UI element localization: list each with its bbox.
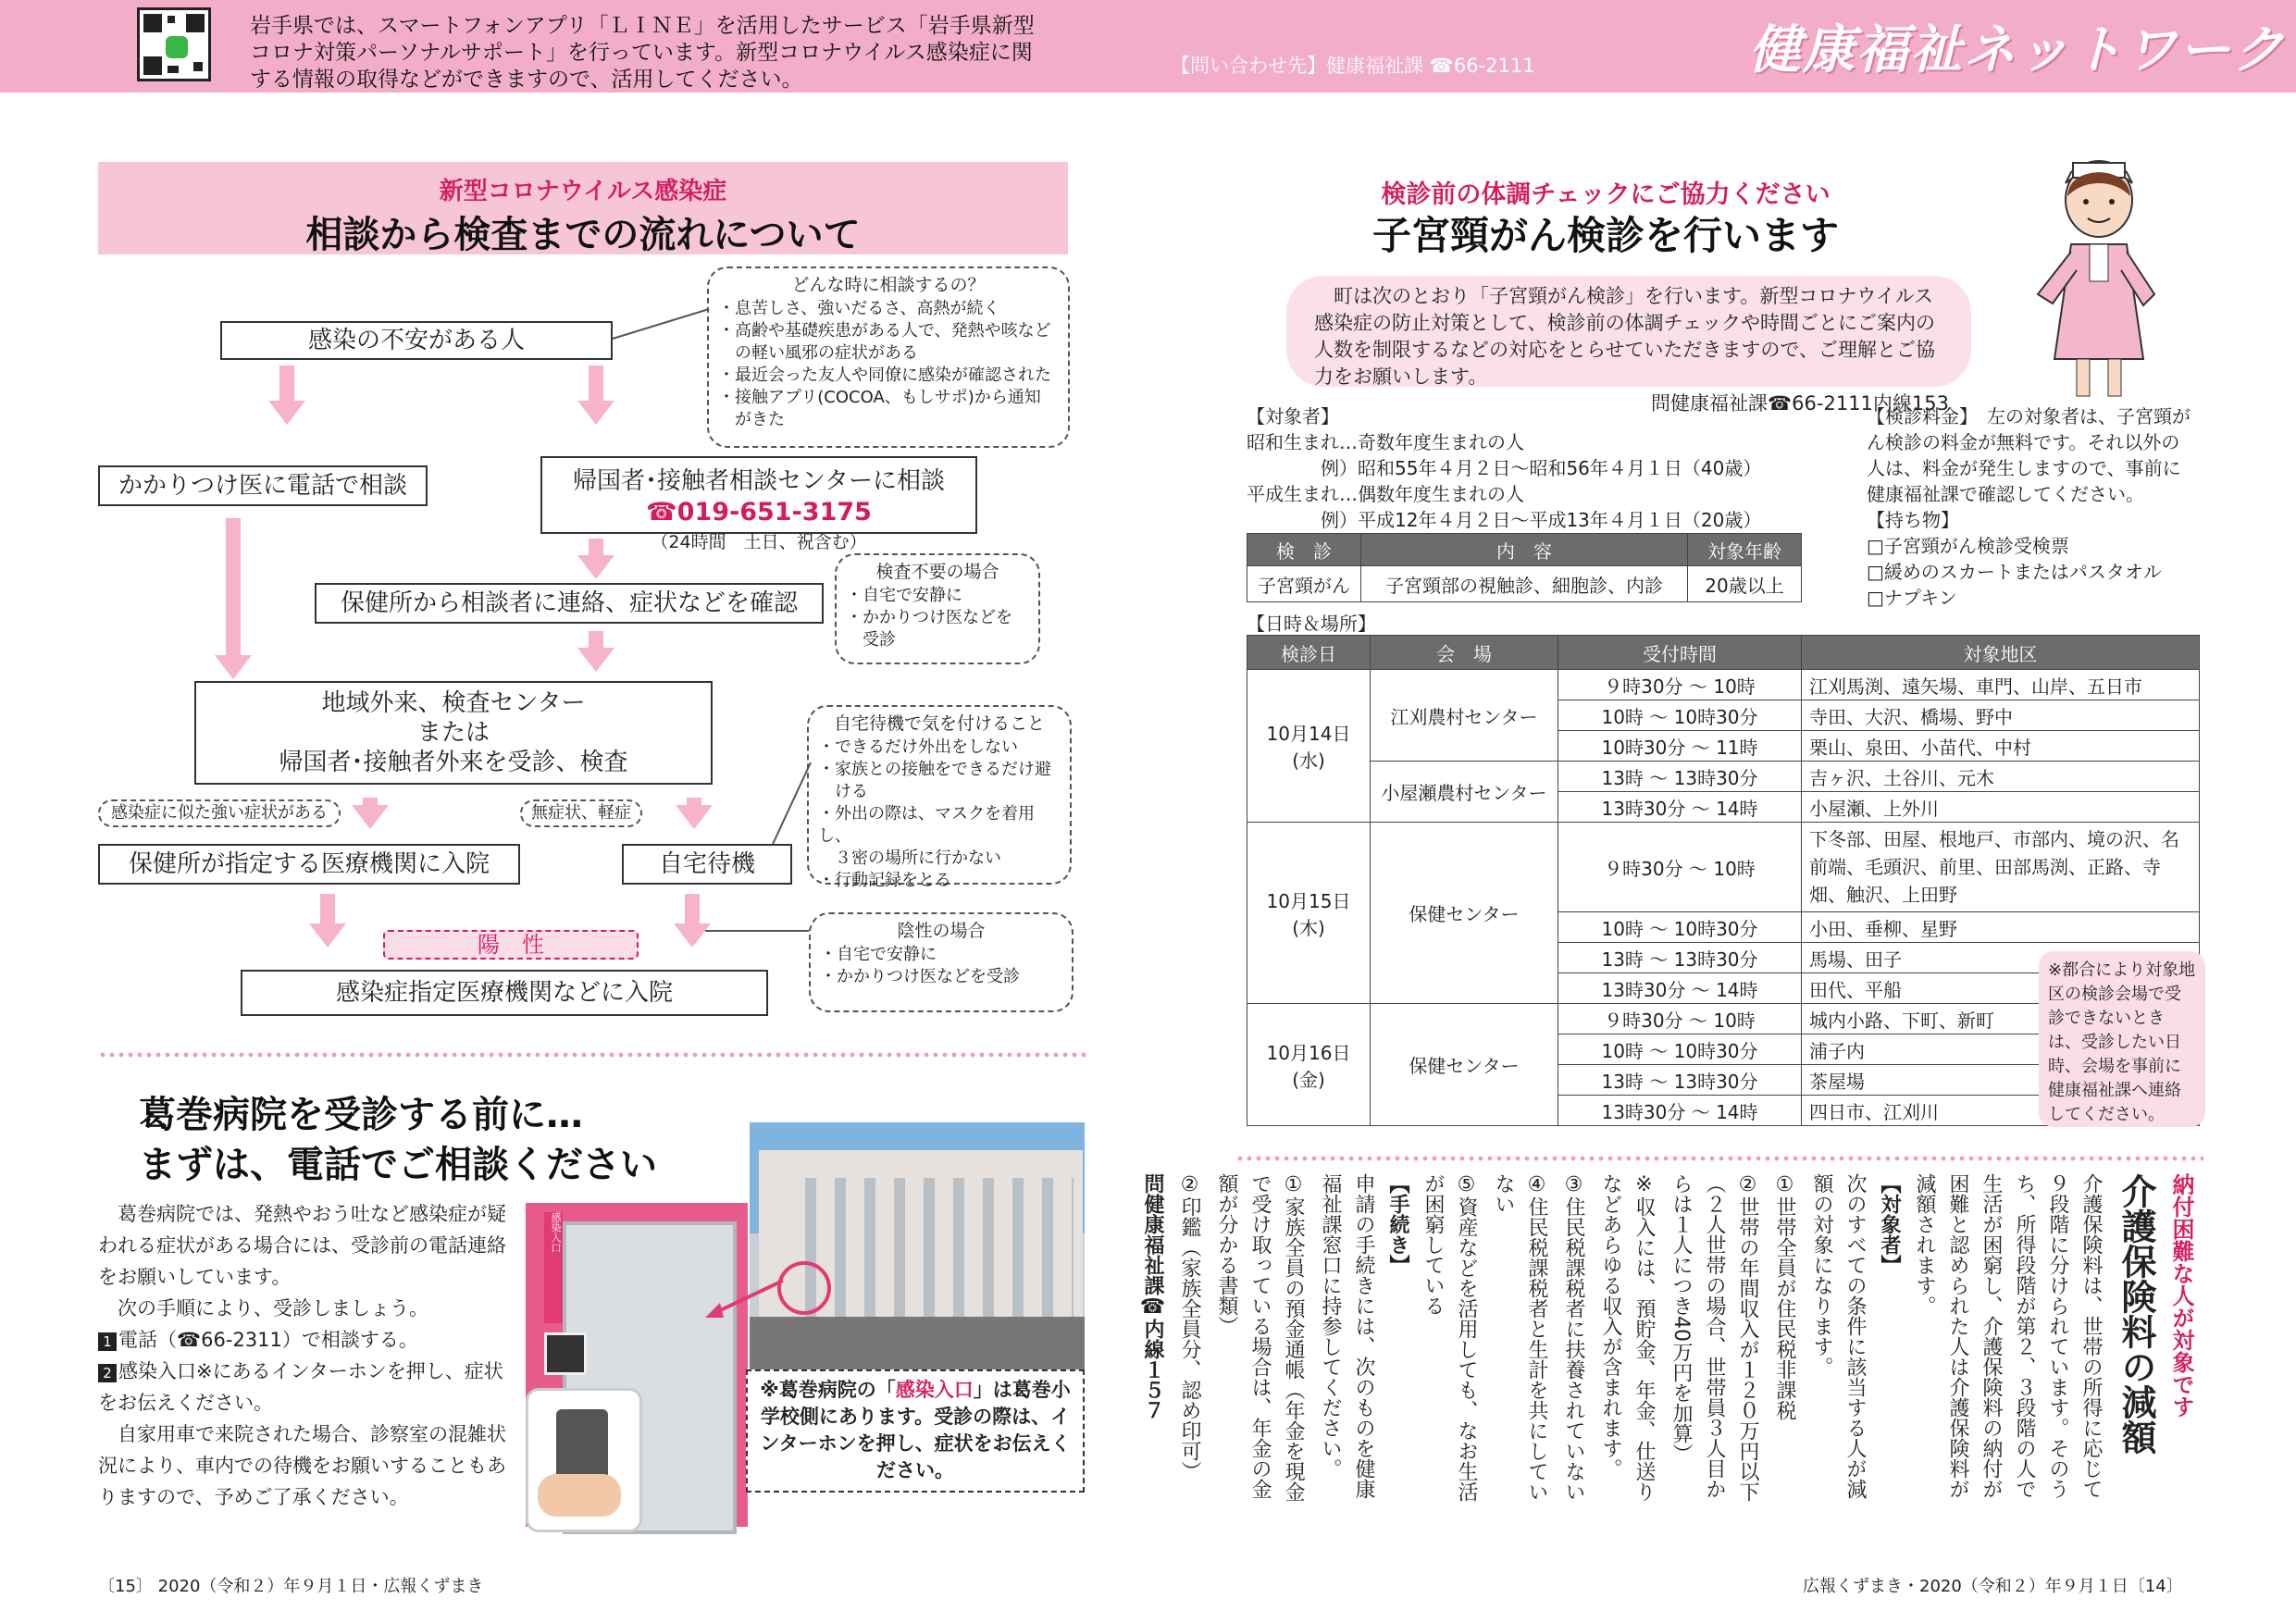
- when-item: の軽い風邪の症状がある: [718, 343, 918, 363]
- section-divider: [98, 1051, 1086, 1059]
- fee-line: 【検診料金】 左の対象者は、子宮頸が: [1867, 405, 2191, 427]
- fee-line: ん検診の料金が無料です。それ以外の: [1867, 431, 2180, 453]
- outpatient-line: または: [416, 719, 490, 747]
- care-target-intro: 次のすべての条件に該当する人が減額の対象になります。: [1810, 1173, 1867, 1499]
- target-line: 【対象者】: [1247, 405, 1339, 427]
- home-care-box: [807, 705, 1072, 890]
- when-to-consult-box: [707, 266, 1070, 448]
- target-block: [1247, 403, 1839, 533]
- covid-title: 相談から検査までの流れについて: [305, 214, 861, 256]
- care-doc: ②印鑑（家族全員分、認め印可）: [1178, 1173, 1201, 1481]
- schedule-date: 10月16日 (金): [1247, 1004, 1371, 1126]
- line-service-notice: 岩手県では、スマートフォンアプリ「ＬＩＮＥ」を活用したサービス「岩手県新型コロナ対策パーソナルサポート」を行っています。新型コロナウイルス感染症に関する情報の取得などができますので、活用してください。: [250, 14, 1035, 92]
- schedule-area: 小田、垂柳、星野: [1802, 912, 2200, 943]
- negative-title: 陰性の場合: [897, 921, 986, 941]
- entrance-sign: 感染入口: [544, 1212, 563, 1323]
- exam-cell: 子宮頸部の視触診、細胞診、内診: [1361, 566, 1688, 602]
- schedule-time: 10時30分 ～ 11時: [1558, 731, 1802, 762]
- hospital-step: 電話（☎66-2311）で相談する。: [118, 1329, 418, 1351]
- home-care-item: ・家族との接触をできるだけ避: [818, 760, 1051, 779]
- care-title: 介護保険料の減額: [2116, 1173, 2156, 1455]
- flow-admit-final: 感染症指定医療機関などに入院: [241, 970, 768, 1016]
- center-phone[interactable]: ☎019-651-3175: [646, 498, 872, 527]
- schedule-time: ９時30分 ～ 10時: [1558, 1004, 1802, 1035]
- schedule-header: 受付時間: [1558, 636, 1802, 670]
- schedule-time: 10時 ～ 10時30分: [1558, 1035, 1802, 1065]
- hospital-title-line: 葛巻病院を受診する前に…: [139, 1094, 583, 1136]
- care-kicker: 納付困難な人が対象です: [2168, 1173, 2194, 1418]
- note-text: ※葛巻病院の「: [760, 1379, 896, 1401]
- schedule-time: 10時 ～ 10時30分: [1558, 700, 1802, 731]
- fee-line: 【持ち物】: [1867, 509, 1959, 531]
- home-care-item: ける: [818, 782, 868, 801]
- flow-consult-center: [540, 456, 977, 552]
- center-label: 帰国者･接触者相談センターに相談: [573, 467, 945, 495]
- when-item: ・最近会った友人や同僚に感染が確認された: [718, 365, 1051, 385]
- footer-right: 広報くずまき・2020（令和２）年９月１日〔14〕: [1803, 1577, 2183, 1596]
- schedule-area: 栗山、泉田、小苗代、中村: [1802, 731, 2200, 762]
- care-condition: ③住民税課税者に扶養されていない: [1562, 1173, 1585, 1502]
- fee-line: □子宮頸がん検診受検票: [1867, 535, 2069, 557]
- series-title: 健康福祉ネットワーク: [1749, 20, 2286, 81]
- hospital-paragraph: 葛巻病院では、発熱やおう吐など感染症が疑われる症状がある場合には、受診前の電話連絡をお願いしています。: [98, 1203, 506, 1288]
- schedule-area: 城内小路、下町、新町: [1802, 1004, 2200, 1035]
- schedule-time: ９時30分 ～ 10時: [1558, 670, 1802, 700]
- home-care-item: ３密の場所に行かない: [818, 849, 1001, 868]
- flow-family-doctor: かかりつけ医に電話で相談: [98, 465, 428, 506]
- hospital-body: [98, 1198, 515, 1513]
- header-contact: 【問い合わせ先】健康福祉課 ☎66-2111: [1171, 55, 1535, 77]
- cervical-intro: [1286, 276, 1971, 415]
- qr-code-icon[interactable]: [137, 7, 211, 81]
- home-care-item: ・外出の際は、マスクを着用し、: [818, 804, 1035, 846]
- mild-symptom-tag: 無症状、軽症: [520, 799, 642, 827]
- schedule-venue: 江刈農村センター: [1371, 670, 1558, 762]
- care-proc-intro: 申請の手続きには、次のものを健康福祉課窓口に持参してください。: [1319, 1173, 1375, 1499]
- hospital-step: 感染入口※にあるインターホンを押し、症状をお伝えください。: [98, 1360, 503, 1414]
- center-hours: （24時間 土日、祝含む）: [651, 532, 867, 552]
- schedule-area: 馬場、田子: [1802, 943, 2200, 973]
- schedule-area: 田代、平船: [1802, 973, 2200, 1004]
- line-logo-icon: [166, 36, 188, 58]
- fee-line: 人は、料金が発生しますので、事前に: [1867, 457, 2181, 479]
- flow-admit-designated: 保健所が指定する医療機関に入院: [98, 844, 520, 885]
- no-test-item: ・自宅で安静に: [846, 586, 962, 605]
- covid-kicker: 新型コロナウイルス感染症: [439, 178, 727, 205]
- schedule-time: ９時30分 ～ 10時: [1558, 823, 1802, 912]
- fee-line: 健康福祉課で確認してください。: [1867, 483, 2144, 505]
- cervical-kicker: 検診前の体調チェックにご協力ください: [1381, 180, 1831, 209]
- schedule-area: 四日市、江刈川: [1802, 1096, 2200, 1126]
- hospital-paragraph: 自家用車で来院された場合、診察室の混雑状況により、車内での待機をお願いすることもありますので、予めご了承ください。: [98, 1423, 506, 1508]
- intro-contact: 問健康福祉課☎66-2111内線153: [1651, 392, 1949, 415]
- connector-line: [703, 925, 814, 936]
- care-section: [1141, 1173, 2198, 1516]
- pointer-arrow: [703, 1277, 787, 1323]
- nurse-illustration: [2025, 155, 2173, 405]
- exam-header: 対象年齢: [1688, 534, 1802, 566]
- schedule-area: 浦子内: [1802, 1035, 2200, 1065]
- target-line: 例）昭和55年４月２日～昭和56年４月１日（40歳）: [1247, 457, 1762, 479]
- schedule-time: 13時 ～ 13時30分: [1558, 943, 1802, 973]
- connector-line: [611, 305, 713, 342]
- schedule-venue: 保健センター: [1371, 1004, 1558, 1126]
- when-item: がきた: [718, 410, 785, 429]
- no-test-title: 検査不要の場合: [875, 562, 999, 582]
- fee-block: [1867, 403, 2191, 611]
- flow-health-center: 保健所から相談者に連絡、症状などを確認: [315, 583, 824, 624]
- schedule-time: 13時30分 ～ 14時: [1558, 1096, 1802, 1126]
- care-condition: ※収入には、預貯金、年金、仕送りなどあらゆる収入が含まれます。: [1599, 1173, 1656, 1502]
- hospital-building-photo: [750, 1122, 1085, 1400]
- exam-table: [1247, 533, 1802, 602]
- care-proc-head: 【手続き】: [1386, 1173, 1409, 1275]
- note-highlight: 感染入口: [895, 1379, 974, 1401]
- note-text: 」は葛巻小学校側にあります。受診の際は、インターホンを押し、症状をお伝えください。: [760, 1379, 1071, 1481]
- negative-item: ・自宅で安静に: [820, 945, 937, 964]
- schedule-time: 13時 ～ 13時30分: [1558, 762, 1802, 792]
- schedule-area: 吉ヶ沢、土谷川、元木: [1802, 762, 2200, 792]
- when-item: ・息苦しさ、強いだるさ、高熱が続く: [718, 299, 1000, 318]
- home-care-title: 自宅待機で気を付けること: [833, 713, 1045, 734]
- care-contact: 問健康福祉課☎内線１５７: [1141, 1173, 1164, 1420]
- fee-line: □ナプキン: [1867, 587, 1957, 609]
- schedule-time: 13時30分 ～ 14時: [1558, 973, 1802, 1004]
- schedule-time: 13時 ～ 13時30分: [1558, 1065, 1802, 1096]
- no-test-box: [835, 553, 1040, 664]
- flow-home-wait: 自宅待機: [622, 844, 792, 885]
- target-line: 例）平成12年４月２日～平成13年４月１日（20歳）: [1247, 509, 1762, 531]
- no-test-item: ・かかりつけ医などを: [846, 608, 1012, 627]
- no-test-item: 受診: [846, 630, 896, 650]
- step-number: 1: [98, 1332, 117, 1351]
- schedule-side-note: ※都合により対象地区の検診会場で受診できないときは、受診したい日時、会場を事前に健康福祉課へ連絡してください。: [2039, 951, 2205, 1127]
- target-line: 昭和生まれ…奇数年度生まれの人: [1247, 431, 1524, 453]
- schedule-area: 小屋瀬、上外川: [1802, 792, 2200, 823]
- footer-left: 〔15〕 2020（令和２）年９月１日・広報くずまき: [98, 1577, 484, 1596]
- schedule-venue: 保健センター: [1371, 823, 1558, 1004]
- outpatient-line: 帰国者･接触者外来を受診、検査: [279, 749, 628, 776]
- home-care-item: ・できるだけ外出をしない: [818, 737, 1018, 757]
- care-target-head: 【対象者】: [1878, 1173, 1901, 1275]
- severe-symptom-tag: 感染症に似た強い症状がある: [98, 799, 341, 827]
- schedule-area: 江刈馬渕、遠矢場、車門、山岸、五日市: [1802, 670, 2200, 700]
- negative-box: [809, 912, 1074, 1012]
- intercom-closeup: [526, 1388, 642, 1532]
- care-condition: ②世帯の年間収入が１２０万円以下（２人世帯の場合、世帯員３人目からは１人につき40万円を加算）: [1669, 1173, 1759, 1502]
- exam-cell: 20歳以上: [1688, 566, 1802, 602]
- schedule-date: 10月14日 (水): [1247, 670, 1371, 823]
- schedule-venue: 小屋瀬農村センター: [1371, 762, 1558, 823]
- exam-header: 内 容: [1361, 534, 1688, 566]
- intro-text: 町は次のとおり「子宮頸がん検診」を行います。新型コロナウイルス感染症の防止対策として、検診前の体調チェックや時間ごとにご案内の人数を制限するなどの対応をとらせていただきますので、ご理解とご協力をお願いします。: [1314, 285, 1935, 388]
- hospital-title: [139, 1090, 657, 1190]
- care-body: 介護保険料は、世帯の所得に応じて９段階に分けられています。そのうち、所得段階が第２、３段階の人で生活が困窮し、介護保険料の納付が困難と認められた人は介護保険料が減額されます。: [1913, 1173, 2103, 1499]
- schedule-area: 茶屋場: [1802, 1065, 2200, 1096]
- schedule-time: 13時30分 ～ 14時: [1558, 792, 1802, 823]
- care-doc: ①家族全員の預金通帳（年金を現金で受け取っている場合は、年金の金額が分かる書類）: [1215, 1173, 1305, 1502]
- schedule-time: 10時 ～ 10時30分: [1558, 912, 1802, 943]
- outpatient-line: 地域外来、検査センター: [321, 689, 586, 717]
- schedule-date: 10月15日 (木): [1247, 823, 1371, 1004]
- schedule-label: 【日時＆場所】: [1247, 613, 1376, 635]
- hospital-paragraph: 次の手順により、受診しましょう。: [98, 1297, 428, 1319]
- when-item: ・高齢や基礎疾患がある人で、発熱や咳など: [718, 321, 1051, 341]
- cervical-title: 子宮頸がん検診を行います: [1371, 213, 1839, 258]
- exam-cell: 子宮頸がん: [1247, 566, 1361, 602]
- schedule-header: 対象地区: [1802, 636, 2200, 670]
- positive-tag: 陽 性: [383, 930, 639, 960]
- fee-line: □緩めのスカートまたはパスタオル: [1867, 561, 2162, 583]
- home-care-item: ・行動記録をとる: [818, 871, 951, 890]
- care-condition: ⑤資産などを活用しても、なお生活が困窮している: [1421, 1173, 1478, 1502]
- section-divider: [1235, 1155, 2203, 1162]
- when-item: ・接触アプリ(COCOA、もしサポ)から通知: [718, 388, 1041, 407]
- care-condition: ①世帯全員が住民税非課税: [1773, 1173, 1796, 1420]
- intercom-icon: [544, 1332, 587, 1375]
- when-to-consult-title: どんな時に相談するの？: [791, 275, 986, 295]
- schedule-header: 会 場: [1371, 636, 1558, 670]
- schedule-area: 寺田、大沢、橋場、野中: [1802, 700, 2200, 731]
- entrance-door-photo: [526, 1203, 748, 1527]
- schedule-header: 検診日: [1247, 636, 1371, 670]
- negative-item: ・かかりつけ医などを受診: [820, 967, 1020, 986]
- flow-outpatient: [194, 681, 713, 785]
- flow-anxious-person: 感染の不安がある人: [220, 321, 613, 360]
- target-line: 平成生まれ…偶数年度生まれの人: [1247, 483, 1524, 505]
- step-number: 2: [98, 1364, 117, 1382]
- schedule-area: 下冬部、田屋、根地戸、市部内、境の沢、名前端、毛頭沢、前里、田部馬渕、正路、寺畑、触沢、上田野: [1802, 823, 2200, 912]
- care-condition: ④住民税課税者と生計を共にしていない: [1492, 1173, 1548, 1502]
- hospital-title-line: まずは、電話でご相談ください: [139, 1144, 657, 1186]
- exam-header: 検 診: [1247, 534, 1361, 566]
- entrance-note: [746, 1369, 1085, 1493]
